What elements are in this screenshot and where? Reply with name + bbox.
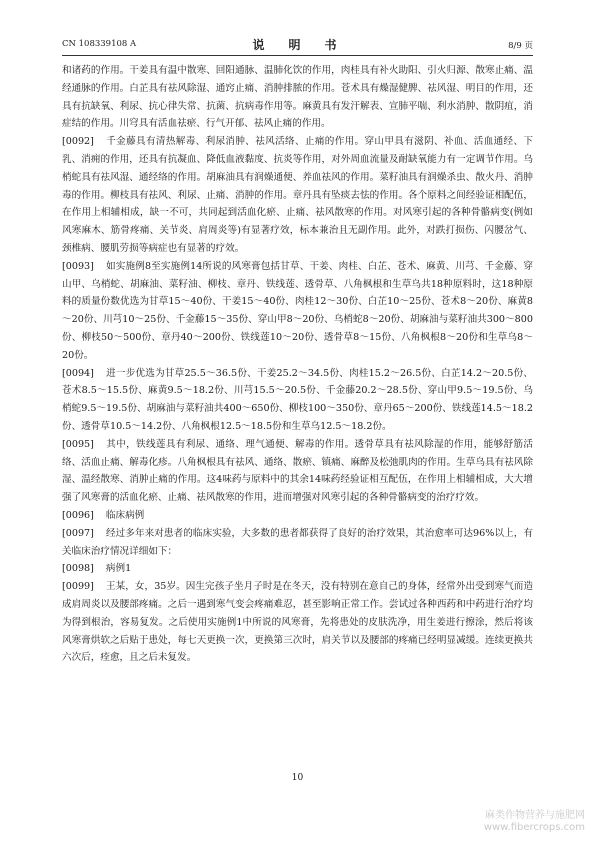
page-indicator: 8/9 页 (508, 41, 533, 51)
paragraph-number: [0099] (62, 581, 94, 593)
paragraph-text: 病例1 (105, 563, 132, 575)
document-title: 说 明 书 (252, 38, 343, 52)
paragraph-text: 千金藤具有清热解毒、利尿消肿、祛风活络、止痛的作用。穿山甲具有滋阴、补血、活血通经、下乳、消痈的作用，还具有抗凝血、降低血液黏度、抗炎等作用，对外周血流量及耐缺氧能力有一定调节作用。乌梢蛇具有祛风湿、通经络的作用。胡麻油具有润燥通便、养血祛风的作用。菜籽油具有润燥杀虫、散火丹、消肿毒的作用。柳枝具有祛风、利尿、止痛、消肿的作用。章丹具有坠痰去怯的作用。各个原料之间经验证相配伍，在作用上相辅相成，缺一不可，共同起到活血化瘀、止痛、祛风散寒的作用。对风寒引起的各种骨骼病变(例如风寒麻木、筋骨疼痛、关节炎、肩周炎等)有显著疗效，标本兼治且无副作用。此外，对跌打损伤、闪腰岔气、颈椎病、腰肌劳损等病症也有显著的疗效。 (62, 136, 533, 254)
paragraph-number: [0092] (62, 136, 94, 148)
watermark-line1: 麻类作物营养与施肥网 (485, 810, 585, 821)
paragraph (62, 578, 533, 667)
paragraph-number: [0097] (62, 527, 94, 539)
paragraph (62, 436, 533, 507)
paragraph-number: [0093] (62, 260, 94, 272)
patent-number: CN 108339108 A (62, 39, 137, 49)
paragraph (62, 560, 533, 578)
page-number: 10 (291, 773, 304, 783)
paragraph (62, 365, 533, 436)
paragraph-text: 临床病例 (105, 509, 145, 521)
paragraph-number: [0098] (62, 563, 94, 575)
paragraph-number: [0096] (62, 509, 94, 521)
paragraph (62, 507, 533, 525)
paragraph (62, 133, 533, 258)
paragraph (62, 525, 533, 561)
paragraph (62, 258, 533, 365)
header-divider (62, 55, 533, 56)
paragraph-text: 如实施例8至实施例14所说的风寒膏包括甘草、干姜、肉桂、白芷、苍术、麻黄、川芎、千金藤、穿山甲、乌梢蛇、胡麻油、菜籽油、柳枝、章丹、铁线莲、透骨草、八角枫根和生草乌共18种原料时，这18种原料的质量份数优选为甘草15～40份、干姜15～40份、肉桂12～30份、白芷10～25份、苍术8～20份、麻黄8～20份、川芎10～25份、千金藤15～35份、穿山甲8～20份、乌梢蛇8～20份、胡麻油与菜籽油共300～800份、柳枝50～500份、章丹40～200份、铁线莲10～20份、透骨草8～15份、八角枫根8～20份和生草乌8～20份。 (62, 260, 533, 361)
paragraph-number: [0094] (62, 367, 94, 379)
paragraph-text: 王某，女，35岁。因生完孩子坐月子时是在冬天，没有特别在意自己的身体，经常外出受到寒气而造成肩周炎以及腰部疼痛。之后一遇到寒气变会疼痛难忍，甚至影响正常工作。尝试过各种西药和中药进行治疗均为得到根治，容易复发。之后使用实施例1中所说的风寒膏，先将患处的皮肤洗净，用生姜进行擦涂，然后将该风寒膏烘软之后贴于患处，每七天更换一次，更换第三次时，肩关节以及腰部的疼痛已经明显减缓。连续更换共六次后，痊愈，且之后未复发。 (62, 581, 533, 664)
paragraph (62, 62, 533, 133)
watermark (484, 810, 585, 834)
document-body (62, 62, 533, 667)
page-header (62, 36, 533, 52)
paragraph-text: 经过多年来对患者的临床实验，大多数的患者都获得了良好的治疗效果，其治愈率可达96%以上，有关临床治疗情况详细如下： (62, 527, 533, 557)
paragraph-number: [0095] (62, 438, 94, 450)
paragraph-text: 其中，铁线莲具有利尿、通络、理气通便、解毒的作用。透骨草具有祛风除湿的作用，能够舒筋活络、活血止痛、解毒化疹。八角枫根具有祛风、通络、散瘀、镇痛、麻醉及松弛肌肉的作用。生草乌具有祛风除湿、温经散寒、消肿止痛的作用。这4味药与原料中的其余14味药经验证相互配伍，在作用上相辅相成，大大增强了风寒膏的活血化瘀、止痛、祛风散寒的作用，进而增强对风寒引起的各种骨骼病变的治疗疗效。 (62, 438, 533, 504)
watermark-line2: www.fibercrops.com (483, 822, 585, 833)
paragraph-text: 和诸药的作用。干姜具有温中散寒、回阳通脉、温肺化饮的作用，肉桂具有补火助阳、引火归源、散寒止痛、温经通脉的作用。白芷具有祛风除湿、通窍止痛、消肿排脓的作用。苍术具有燥湿健脾、祛风湿、明目的作用，还具有抗缺氧、利尿、抗心律失常、抗菌、抗病毒作用等。麻黄具有发汗解表、宣肺平喘、利水消肿、散阴疽，消症结的作用。川穹具有活血祛瘀、行气开郁、祛风止痛的作用。 (62, 65, 533, 130)
paragraph-text: 进一步优选为甘草25.5～36.5份、干姜25.2～34.5份、肉桂15.2～26.5份、白芷14.2～20.5份、苍术8.5～15.5份、麻黄9.5～18.2份、川芎15.5～20.5份、千金藤20.2～28.5份、穿山甲9.5～19.5份、乌梢蛇9.5～19.5份、胡麻油与菜籽油共400～650份、柳枝100～350份、章丹65～200份、铁线莲14.5～18.2份、透骨草10.5～14.2份、八角枫根12.5～18.5份和生草乌12.5～18.2份。 (62, 367, 533, 432)
